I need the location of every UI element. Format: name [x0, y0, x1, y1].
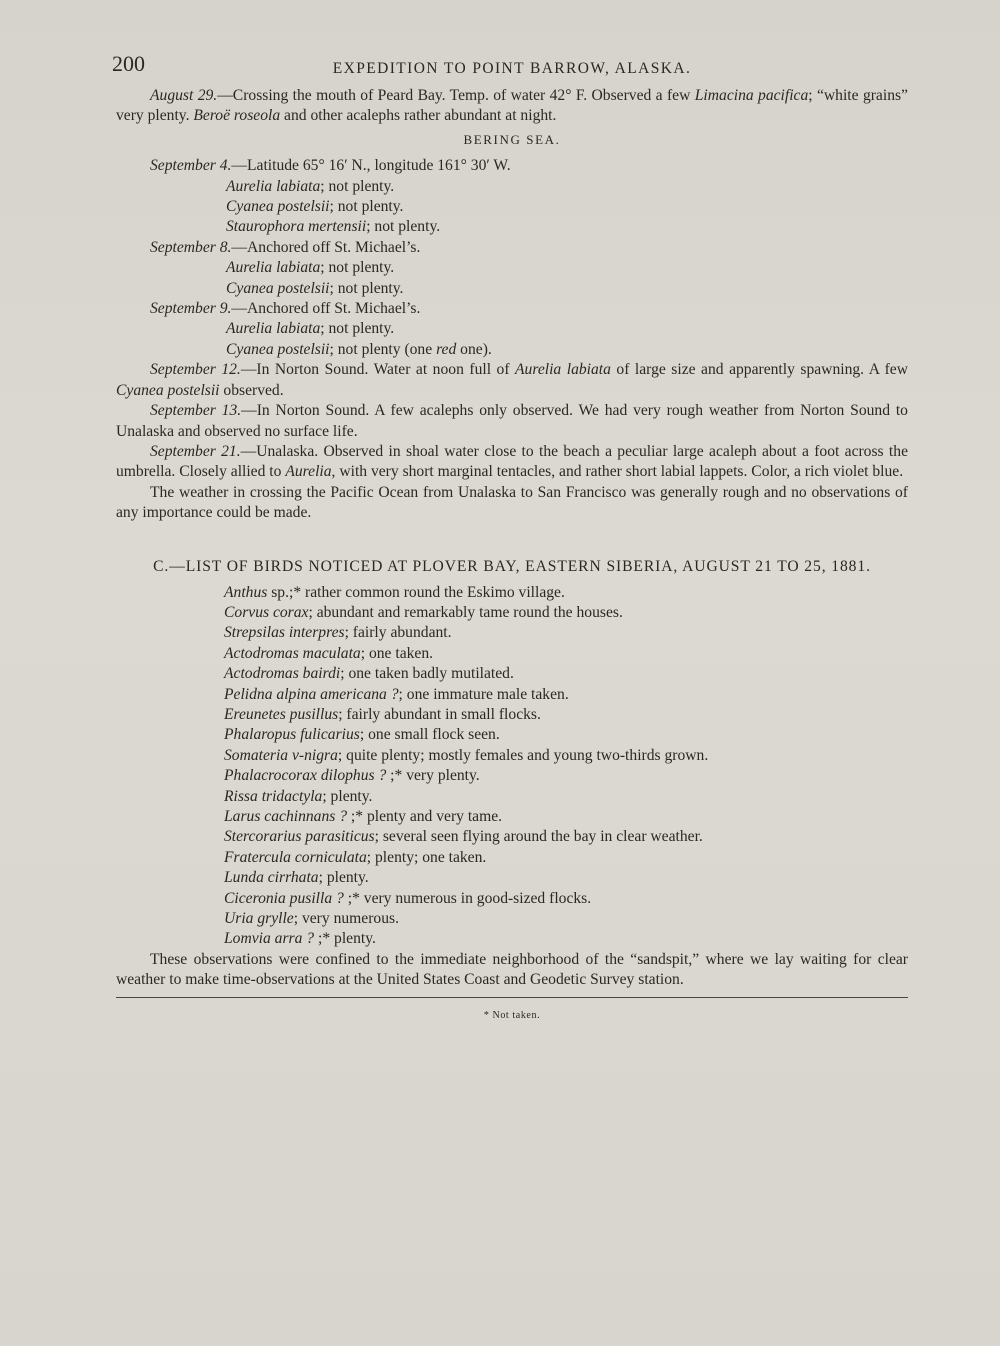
- species-name: Beroë roseola: [193, 107, 281, 125]
- species-line: Cyanea postelsii; not plenty.: [226, 198, 404, 216]
- section-heading-bering-sea: BERING SEA.: [463, 131, 561, 147]
- list-item: Lunda cirrhata; plenty.: [224, 869, 369, 887]
- list-item: Phalaropus fulicarius; one small flock seen.: [224, 726, 500, 744]
- entry-september-13: September 13.—In Norton Sound. A few acalephs only observed. We had very rough weather from Norton Sound to Unalaska and observed no surface life.: [116, 402, 908, 440]
- list-item: Pelidna alpina americana ?; one immature male taken.: [224, 685, 569, 703]
- species-line: Cyanea postelsii; not plenty (one red one).: [226, 340, 492, 358]
- species-name: Aurelia labiata: [515, 361, 611, 379]
- list-item: Larus cachinnans ? ;* plenty and very tame.: [224, 808, 503, 825]
- list-item: Lomvia arra ? ;* plenty.: [224, 930, 376, 948]
- species-line: Aurelia labiata; not plenty.: [226, 177, 395, 195]
- list-item: Ereunetes pusillus; fairly abundant in small flocks.: [224, 705, 541, 723]
- entry-september-8: September 8.—Anchored off St. Michael’s.: [150, 238, 421, 256]
- entry-august-29: August 29.—Crossing the mouth of Peard Bay. Temp. of water 42° F. Observed a few Limacina pacifica; “white grains” very plenty. Beroë roseola and other acalephs rather abundant at night.: [116, 87, 908, 125]
- species-name: Cyanea postelsii: [116, 381, 220, 399]
- species-line: Staurophora mertensii; not plenty.: [226, 218, 441, 236]
- closing-paragraph: These observations were confined to the immediate neighborhood of the “sandspit,” where we lay waiting for clear weather to make time-observations at the United States Coast and Geodetic Survey station.: [116, 950, 908, 989]
- species-name: Aurelia: [285, 463, 332, 481]
- list-item: Somateria v-nigra; quite plenty; mostly females and young two-thirds grown.: [224, 746, 709, 764]
- page-header: [112, 50, 908, 86]
- entry-september-9: September 9.—Anchored off St. Michael’s.: [150, 300, 421, 318]
- entry-september-21: September 21.—Unalaska. Observed in shoal water close to the beach a peculiar large acaleph about a foot across the umbrella. Closely allied to Aurelia, with very short marginal tentacles, and rather short labial lappets. Color, a rich violet blue.: [116, 442, 908, 481]
- list-item: Ciceronia pusilla ? ;* very numerous in good-sized flocks.: [224, 889, 592, 907]
- list-item: Stercorarius parasiticus; several seen flying around the bay in clear weather.: [224, 828, 703, 846]
- list-item: Phalacrocorax dilophus ? ;* very plenty.: [224, 767, 480, 785]
- running-title: EXPEDITION TO POINT BARROW, ALASKA.: [332, 60, 692, 77]
- entry-september-12: September 12.—In Norton Sound. Water at noon full of Aurelia labiata of large size and apparently spawning. A few Cyanea postelsii observed.: [116, 361, 908, 399]
- page-content: [112, 50, 908, 1026]
- species-line: Aurelia labiata; not plenty.: [226, 259, 395, 277]
- list-item: Fratercula corniculata; plenty; one taken.: [224, 848, 487, 866]
- entry-date: August 29.: [150, 87, 218, 104]
- list-item: Actodromas bairdi; one taken badly mutilated.: [224, 665, 514, 683]
- species-name: Limacina pacifica: [694, 87, 809, 104]
- species-line: Aurelia labiata; not plenty.: [226, 320, 395, 338]
- list-item: Corvus corax; abundant and remarkably tame round the houses.: [224, 603, 623, 621]
- footnote: * Not taken.: [483, 1009, 541, 1021]
- page-number: 200: [112, 51, 145, 76]
- entry-september-4: September 4.—Latitude 65° 16′ N., longitude 161° 30′ W.: [150, 157, 511, 175]
- species-line: Cyanea postelsii; not plenty.: [226, 279, 404, 297]
- list-item: Strepsilas interpres; fairly abundant.: [224, 624, 452, 642]
- bird-list-heading: C.—LIST OF BIRDS NOTICED AT PLOVER BAY, EASTERN SIBERIA, AUGUST 21 TO 25, 1881.: [153, 557, 871, 575]
- weather-paragraph: The weather in crossing the Pacific Ocean from Unalaska to San Francisco was generally rough and no observations of any importance could be made.: [116, 483, 908, 522]
- list-item: Actodromas maculata; one taken.: [224, 644, 434, 662]
- footnote-divider: [116, 997, 908, 998]
- bird-list: [116, 583, 908, 950]
- list-item: Anthus sp.;* rather common round the Eskimo village.: [224, 583, 565, 601]
- list-item: Rissa tridactyla; plenty.: [224, 787, 373, 805]
- list-item: Uria grylle; very numerous.: [224, 910, 399, 928]
